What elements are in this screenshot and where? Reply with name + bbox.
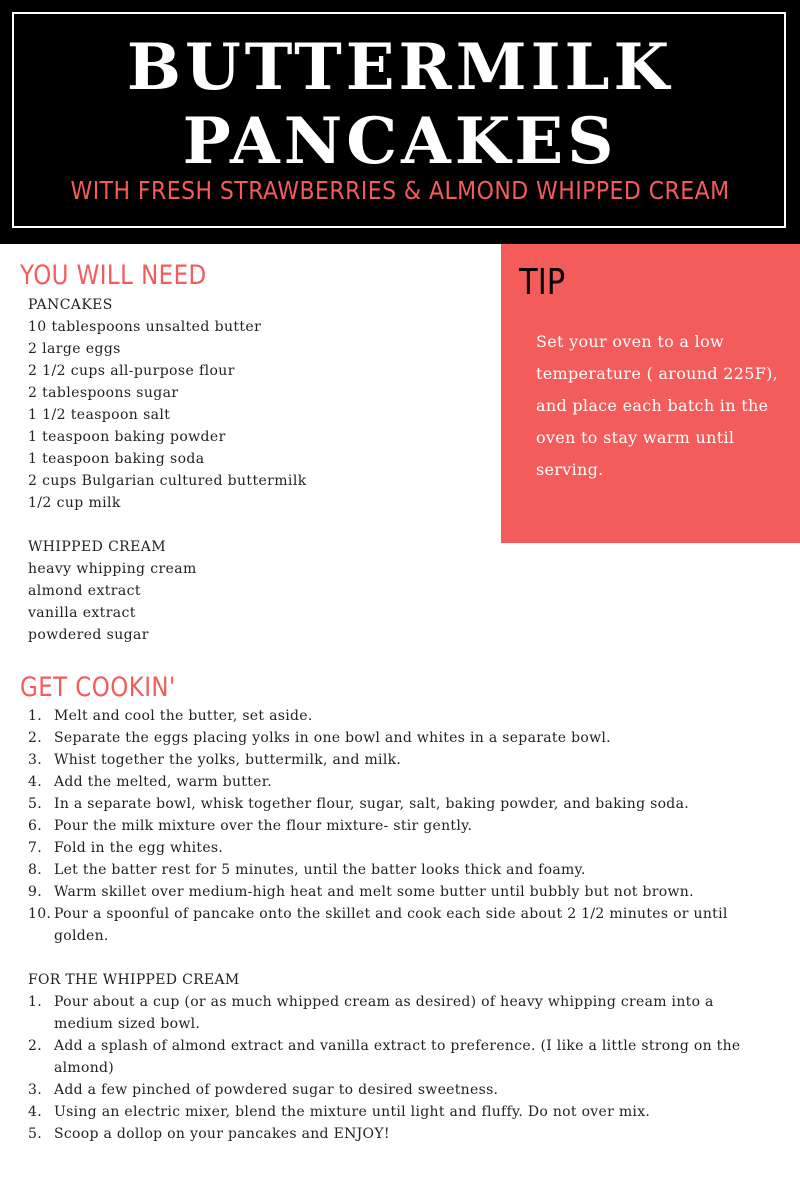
step-text: Melt and cool the butter, set aside. (54, 708, 313, 724)
whipped-cream-subheading: WHIPPED CREAM (28, 539, 166, 555)
step-item (28, 859, 773, 881)
step-item (28, 749, 773, 771)
step-text: Using an electric mixer, blend the mixture until light and fluffy. Do not over mix. (54, 1104, 651, 1120)
title-line-2: PANCAKES (182, 104, 618, 179)
step-number: 8. (28, 862, 42, 878)
step-item (28, 1035, 773, 1079)
ingredient-item: 1 1/2 teaspoon salt (28, 407, 171, 423)
step-item (28, 1123, 773, 1145)
step-text: In a separate bowl, whisk together flour, sugar, salt, baking powder, and baking soda. (54, 796, 689, 812)
ingredient-item: 1 teaspoon baking powder (28, 429, 226, 445)
step-text: Warm skillet over medium-high heat and melt some butter until bubbly but not brown. (54, 884, 694, 900)
spacer (28, 514, 488, 536)
title-line-1: BUTTERMILK (126, 30, 674, 105)
step-text: Pour the milk mixture over the flour mixture- stir gently. (54, 818, 473, 834)
step-item (28, 1101, 773, 1123)
step-item (28, 991, 773, 1035)
step-item (28, 793, 773, 815)
instructions (28, 705, 773, 1145)
ingredient-item: heavy whipping cream (28, 561, 197, 577)
subtitle: WITH FRESH STRAWBERRIES & ALMOND WHIPPED CREAM (70, 176, 730, 205)
step-text: Let the batter rest for 5 minutes, until the batter looks thick and foamy. (54, 862, 586, 878)
ingredient-item: 2 cups Bulgarian cultured buttermilk (28, 473, 307, 489)
step-item (28, 903, 773, 947)
whipped-cream-steps-heading: FOR THE WHIPPED CREAM (28, 972, 240, 988)
step-text: Add the melted, warm butter. (54, 774, 272, 790)
ingredient-item: 2 large eggs (28, 341, 121, 357)
step-item (28, 815, 773, 837)
ingredient-item: 1/2 cup milk (28, 495, 121, 511)
step-item (28, 837, 773, 859)
ingredient-item: 2 tablespoons sugar (28, 385, 179, 401)
tip-box (501, 244, 800, 543)
step-item (28, 1079, 773, 1101)
step-number: 4. (28, 1104, 42, 1120)
ingredient-item: almond extract (28, 583, 141, 599)
step-text: Pour about a cup (or as much whipped cream as desired) of heavy whipping cream into a medium sized bowl. (54, 994, 714, 1032)
step-item (28, 771, 773, 793)
step-number: 1. (28, 994, 42, 1010)
get-cookin-heading: GET COOKIN' (20, 672, 176, 703)
step-item (28, 705, 773, 727)
step-number: 9. (28, 884, 42, 900)
step-number: 2. (28, 730, 42, 746)
you-will-need-heading: YOU WILL NEED (20, 260, 207, 291)
ingredient-item: powdered sugar (28, 627, 149, 643)
step-number: 5. (28, 796, 42, 812)
step-number: 5. (28, 1126, 42, 1142)
step-number: 2. (28, 1038, 42, 1054)
step-number: 3. (28, 1082, 42, 1098)
tip-text: Set your oven to a low temperature ( around 225F), and place each batch in the oven to stay warm until serving. (536, 332, 779, 479)
step-text: Separate the eggs placing yolks in one bowl and whites in a separate bowl. (54, 730, 611, 746)
ingredient-item: vanilla extract (28, 605, 136, 621)
step-number: 10. (28, 906, 52, 922)
step-item (28, 727, 773, 749)
tip-title: TIP (519, 262, 566, 303)
step-item (28, 881, 773, 903)
pancakes-subheading: PANCAKES (28, 297, 113, 313)
step-text: Fold in the egg whites. (54, 840, 224, 856)
step-number: 3. (28, 752, 42, 768)
step-number: 7. (28, 840, 42, 856)
step-number: 6. (28, 818, 42, 834)
ingredient-item: 1 teaspoon baking soda (28, 451, 205, 467)
header-banner (0, 0, 800, 244)
step-text: Add a few pinched of powdered sugar to desired sweetness. (54, 1082, 499, 1098)
step-number: 4. (28, 774, 42, 790)
step-text: Pour a spoonful of pancake onto the skillet and cook each side about 2 1/2 minutes or until golden. (54, 906, 728, 944)
ingredients-list (28, 294, 488, 646)
step-number: 1. (28, 708, 42, 724)
ingredient-item: 10 tablespoons unsalted butter (28, 319, 262, 335)
step-text: Whist together the yolks, buttermilk, and milk. (54, 752, 402, 768)
ingredient-item: 2 1/2 cups all-purpose flour (28, 363, 235, 379)
step-text: Scoop a dollop on your pancakes and ENJOY! (54, 1126, 390, 1142)
step-text: Add a splash of almond extract and vanilla extract to preference. (I like a little strong on the almond) (54, 1038, 741, 1076)
